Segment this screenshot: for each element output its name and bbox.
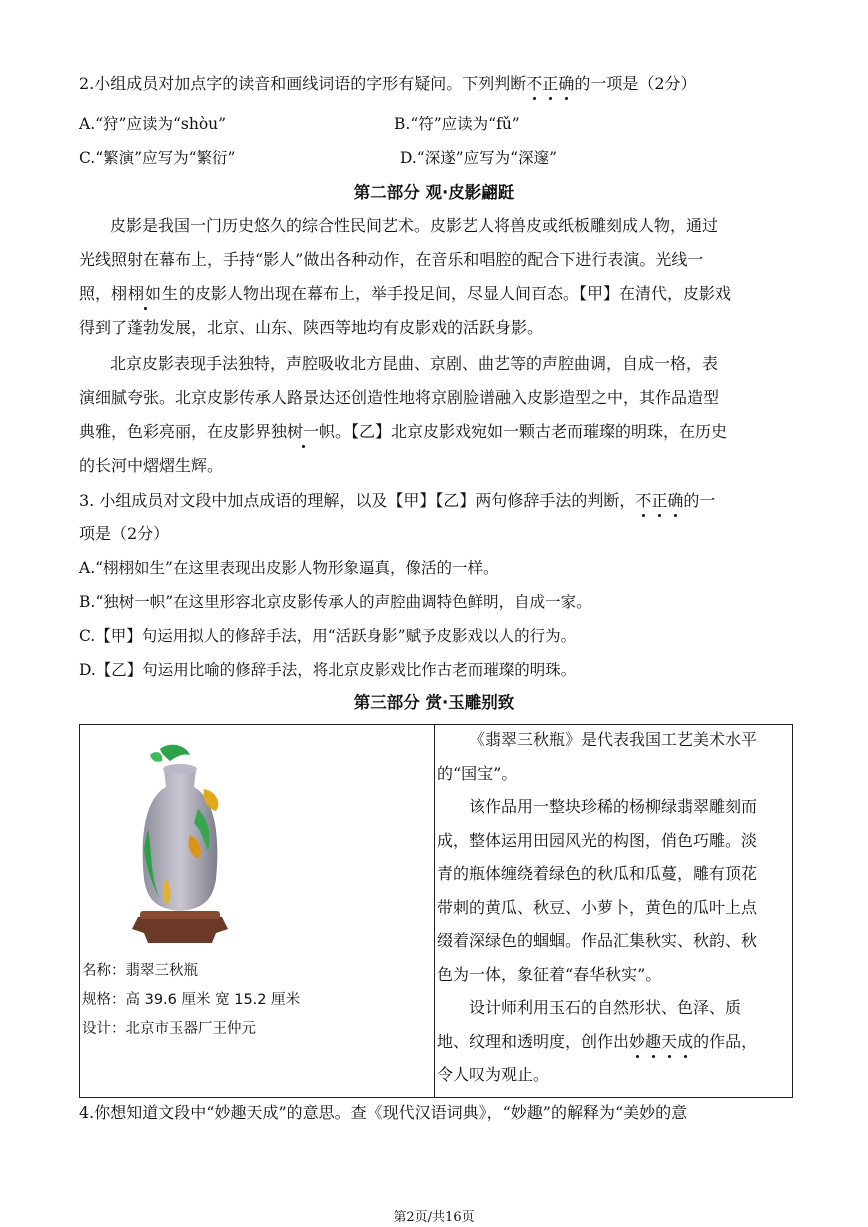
q3-stem: 3. 小组成员对文段中加点成语的理解，以及【甲】【乙】两句修辞手法的判断，不正确的一 [79, 491, 716, 510]
q2-option-d: D.“深遂”应写为“深邃” [400, 149, 557, 167]
q3-option-d: D.【乙】句运用比喻的修辞手法，将北京皮影戏比作古老而璀璨的明珠。 [79, 661, 577, 679]
description-line: 设计师利用玉石的自然形状、色泽、质 [469, 998, 742, 1017]
description-line: 令人叹为观止。 [437, 1065, 550, 1084]
description-line: 缀着深绿色的蝈蝈。作品汇集秋实、秋韵、秋 [437, 931, 758, 950]
description-line: 该作品用一整块珍稀的杨柳绿翡翠雕刻而 [469, 797, 758, 816]
q2-option-c: C.“繁演”应写为“繁衍” [79, 149, 236, 167]
artwork-image-cell [80, 725, 435, 1098]
description-line: 《翡翠三秋瓶》是代表我国工艺美术水平 [469, 730, 758, 749]
jade-vase-image [120, 739, 240, 949]
dotted-char: 趣 [645, 1031, 662, 1051]
dotted-idiom: 栩栩如生 [111, 284, 180, 303]
paragraph-line: 典雅，色彩亮丽，在皮影界独树一帜。【乙】北京皮影戏宛如一颗古老而璀璨的明珠，在历史 [79, 422, 728, 441]
q2-stem: 2.小组成员对加点字的读音和画线词语的字形有疑问。下列判断不正确的一项是（2分） [79, 74, 697, 93]
dotted-char: 成 [677, 1031, 694, 1051]
paragraph-line: 照，栩栩如生的皮影人物出现在幕布上，举手投足间，尽显人间百态。【甲】在清代，皮影戏 [79, 284, 732, 303]
part3-heading: 第三部分 赏·玉雕别致 [353, 693, 515, 712]
q2-option-b: B.“符”应读为“fǔ” [394, 115, 520, 133]
paragraph-line: 得到了蓬勃发展，北京、山东、陕西等地均有皮影戏的活跃身影。 [79, 318, 544, 337]
artwork-name: 名称：翡翠三秋瓶 [82, 963, 198, 979]
paragraph-line: 北京皮影表现手法独特，声腔吸收北方昆曲、京剧、曲艺等的声腔曲调，自成一格，表 [110, 354, 719, 373]
description-line: 成，整体运用田园风光的构图，俏色巧雕。淡 [437, 830, 758, 850]
paragraph-line: 的长河中熠熠生辉。 [79, 456, 224, 475]
q4-stem: 4.你想知道文段中“妙趣天成”的意思。查《现代汉语词典》，“妙趣”的解释为“美妙的意 [79, 1103, 688, 1122]
page-number: 第2页/共16页 [393, 1210, 475, 1225]
artwork-description-cell [435, 725, 793, 1098]
paragraph-line: 光线照射在幕布上，手持“影人”做出各种动作，在音乐和唱腔的配合下进行表演。光线一 [79, 250, 704, 269]
q2-option-a: A.“狩”应读为“shòu” [79, 115, 227, 133]
q3-option-c: C.【甲】句运用拟人的修辞手法，用“活跃身影”赋予皮影戏以人的行为。 [79, 627, 577, 645]
dotted-char: 天 [661, 1031, 678, 1051]
artwork-table [79, 724, 793, 1098]
description-line: 色为一体，象征着“春华秋实”。 [437, 964, 662, 984]
description-line: 的“国宝”。 [437, 763, 518, 783]
description-line: 青的瓶体缠绕着绿色的秋瓜和瓜蔓，雕有顶花 [437, 864, 758, 883]
part2-heading: 第二部分 观·皮影翩跹 [353, 183, 515, 202]
q3-option-a: A.“栩栩如生”在这里表现出皮影人物形象逼真，像活的一样。 [79, 559, 499, 577]
paragraph-line: 皮影是我国一门历史悠久的综合性民间艺术。皮影艺人将兽皮或纸板雕刻成人物，通过 [110, 216, 719, 235]
q3-option-b: B.“独树一帜”在这里形容北京皮影传承人的声腔曲调特色鲜明，自成一家。 [79, 593, 592, 611]
description-line: 地、纹理和透明度，创作出妙趣天成的作品， [437, 1031, 758, 1051]
description-line: 带刺的黄瓜、秋豆、小萝卜，黄色的瓜叶上点 [437, 897, 758, 917]
dotted-idiom: 独树一帜 [271, 422, 336, 441]
paragraph-line: 演细腻夸张。北京皮影传承人路景达还创造性地将京剧脸谱融入皮影造型之中，其作品造型 [79, 388, 720, 407]
dotted-char: 妙 [629, 1031, 646, 1051]
artwork-designer: 设计：北京市玉器厂王仲元 [82, 1021, 256, 1037]
q3-stem-cont: 项是（2分） [79, 524, 170, 543]
artwork-size: 规格：高 39.6 厘米 宽 15.2 厘米 [82, 992, 301, 1008]
